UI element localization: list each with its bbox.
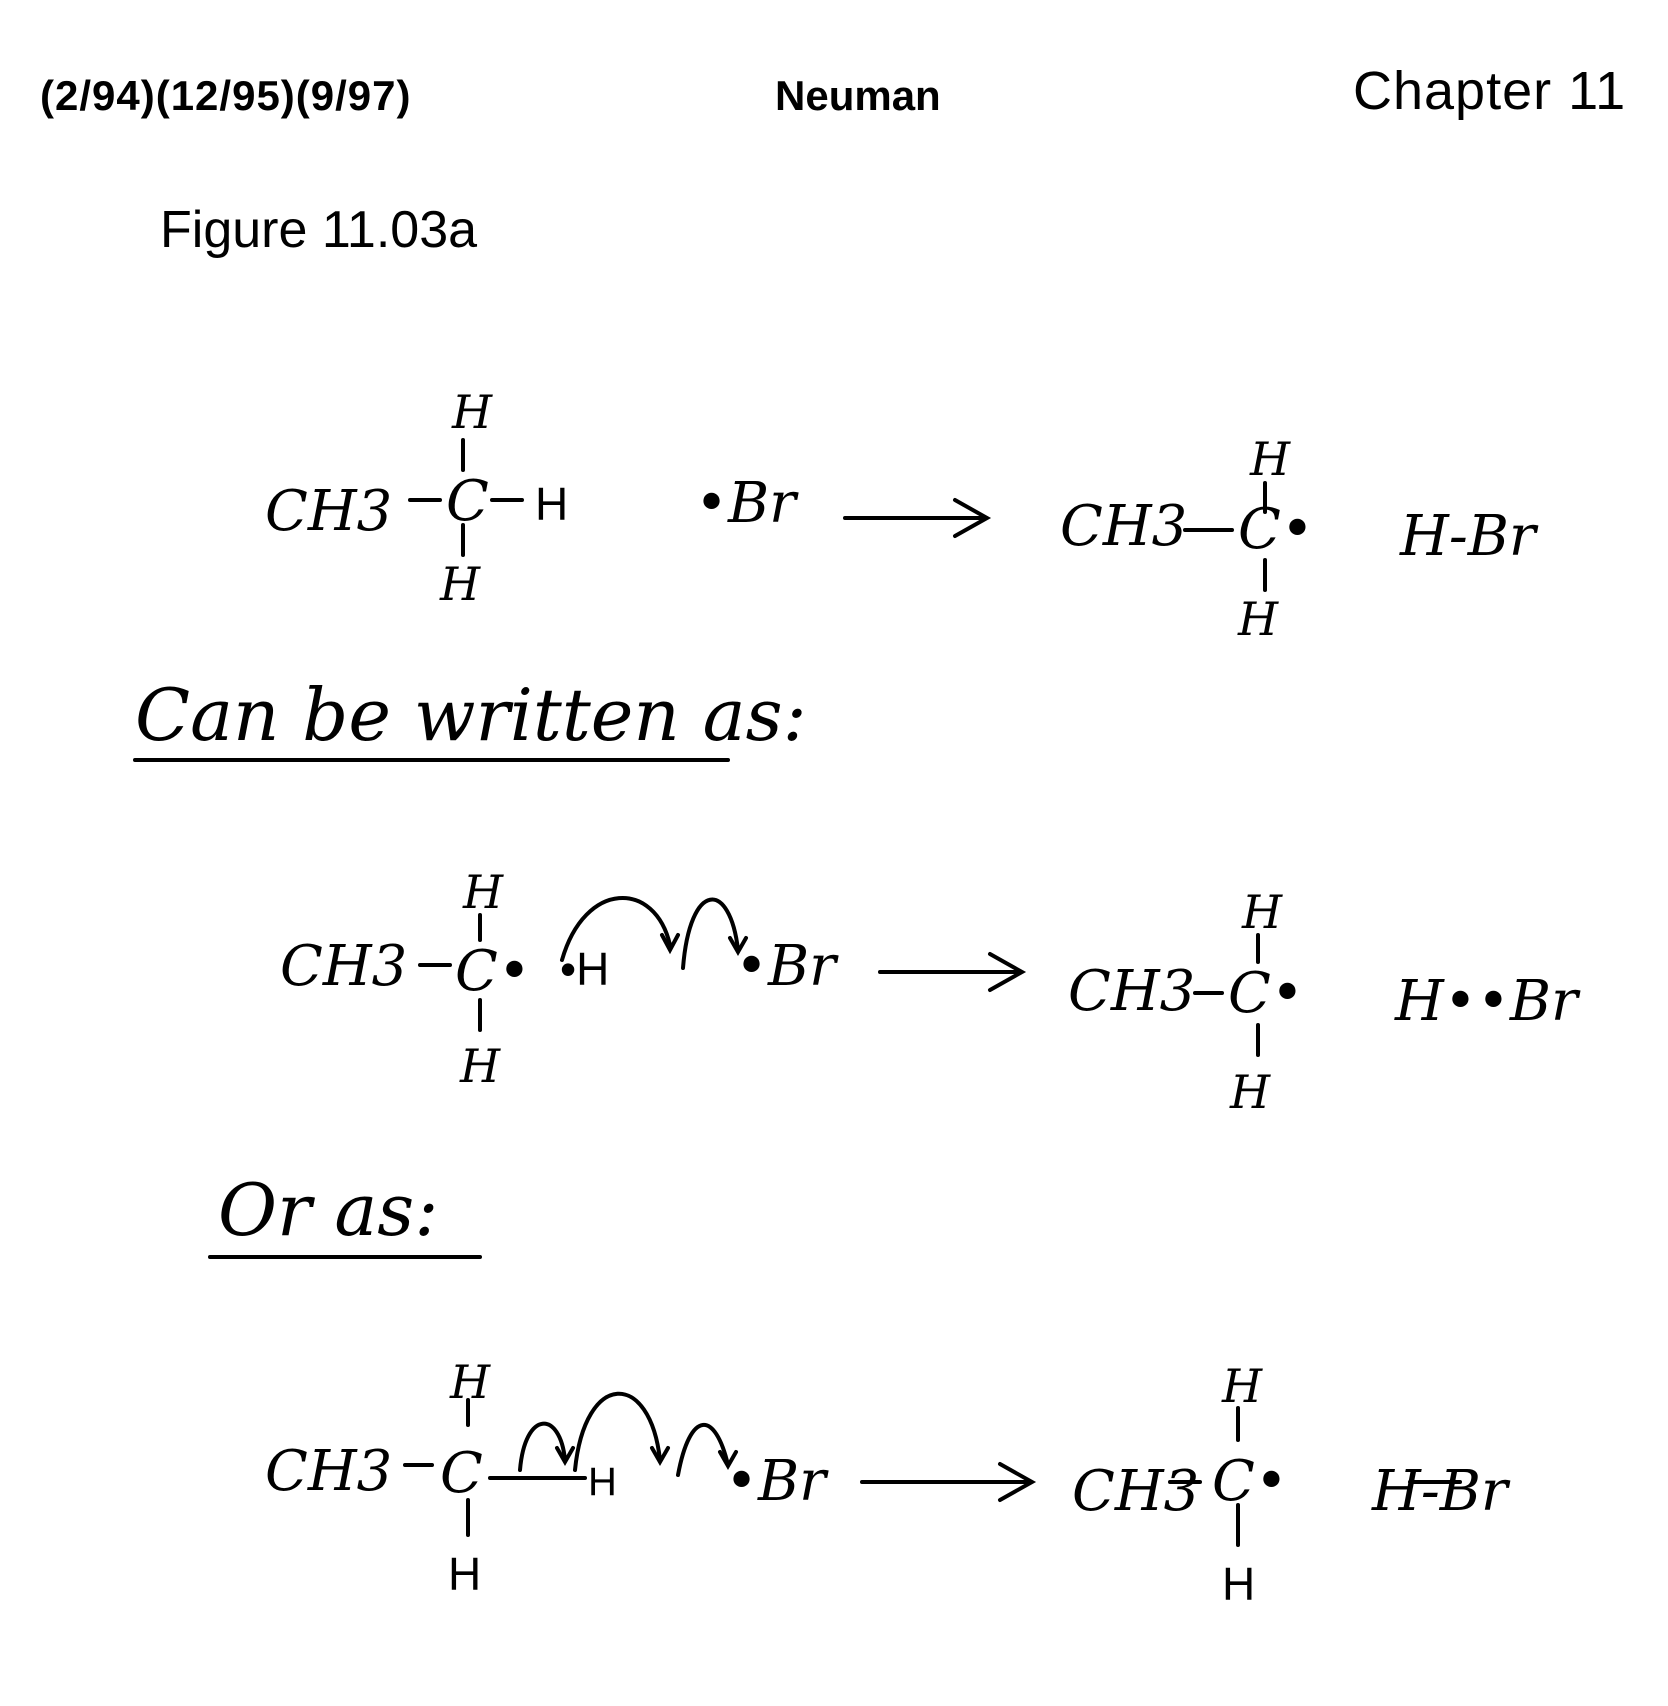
r2-curved-arrow-2 (683, 900, 738, 968)
r3-curved-arrow-3 (678, 1425, 728, 1475)
r2-h-atom: •H (560, 943, 610, 995)
header-author: Neuman (775, 72, 941, 119)
r2-product-c-radical: C• (1228, 961, 1304, 1026)
r2-radical-br: •Br (735, 934, 836, 999)
r3-radical-br: •Br (725, 1449, 826, 1514)
r2-reactant-h-bottom: H (460, 1039, 501, 1093)
r1-product-ch3: CH3 (1060, 494, 1188, 559)
r3-product-h-top: H (1222, 1359, 1263, 1413)
header-dates: (2/94)(12/95)(9/97) (40, 72, 412, 119)
r1-product-h-bottom: H (1238, 592, 1279, 646)
note-or-as: Or as: (218, 1168, 439, 1252)
r1-reactant-h-right: H (535, 478, 569, 530)
r1-radical-br: •Br (695, 471, 796, 536)
r2-reactant-c-radical: C• (455, 939, 531, 1004)
r1-reactant-h-top: H (452, 385, 493, 439)
r3-reactant-h-top: H (450, 1355, 491, 1409)
r3-product-c-radical: C• (1212, 1449, 1288, 1514)
r1-byproduct-hbr: H-Br (1400, 504, 1536, 569)
reaction-3 (405, 1394, 1460, 1545)
r3-product-h-bottom: H (1222, 1558, 1256, 1610)
r3-reactant-c: C (440, 1441, 483, 1506)
note-can-be-written-as: Can be written as: (135, 673, 807, 757)
r3-product-ch3: CH3 (1072, 1459, 1200, 1524)
r3-reactant-ch3: CH3 (265, 1439, 393, 1504)
header-chapter: Chapter 11 (1353, 61, 1627, 121)
r1-reactant-c: C (446, 469, 489, 534)
r3-reactant-h-bottom: H (448, 1548, 482, 1600)
r2-product-h-bottom: H (1230, 1065, 1271, 1119)
r2-product-h-top: H (1242, 885, 1283, 939)
r2-reactant-h-top: H (463, 865, 504, 919)
r1-reactant-h-bottom: H (440, 557, 481, 611)
figure-title: Figure 11.03a (160, 201, 478, 259)
r3-h-atom: H (588, 1460, 617, 1504)
r3-curved-arrow-2 (575, 1394, 660, 1470)
r1-product-c-radical: C• (1238, 497, 1314, 562)
r3-byproduct-hbr: H-Br (1372, 1459, 1508, 1524)
r2-byproduct-hbr: H••Br (1395, 969, 1578, 1034)
r1-product-h-top: H (1250, 432, 1291, 486)
r2-reactant-ch3: CH3 (280, 934, 408, 999)
r2-product-ch3: CH3 (1068, 959, 1196, 1024)
r1-reactant-ch3: CH3 (265, 479, 393, 544)
